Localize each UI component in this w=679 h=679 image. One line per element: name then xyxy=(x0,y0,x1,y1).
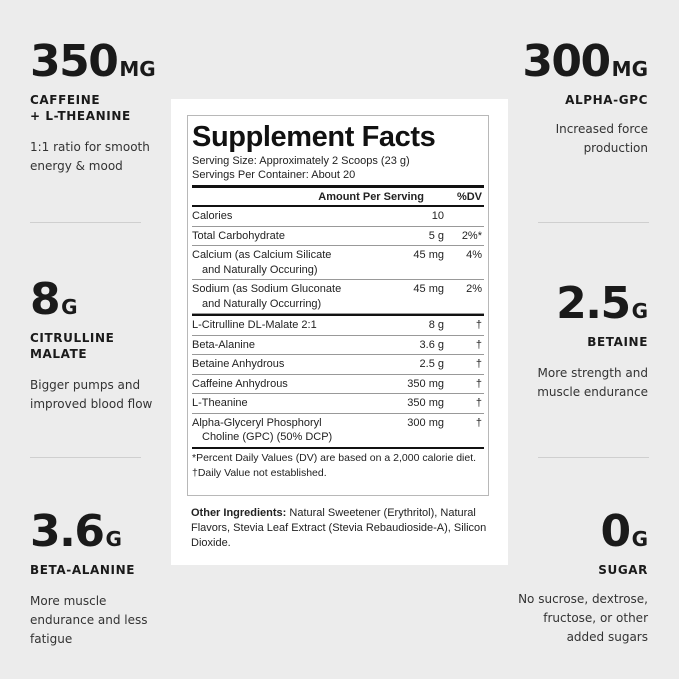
table-row xyxy=(192,207,484,227)
stat-value: 3.6 G xyxy=(30,506,122,557)
nutrient-amount: 45 mg xyxy=(413,249,444,261)
table-row xyxy=(192,246,484,280)
table-row xyxy=(192,227,484,247)
serving-size: Serving Size: Approximately 2 Scoops (23 g) xyxy=(192,155,410,167)
nutrient-amount: 45 mg xyxy=(413,283,444,295)
nutrient-name: Alpha-Glyceryl Phosphoryl Choline (GPC) (50% DCP) xyxy=(192,416,333,443)
nutrient-dv: 4% xyxy=(466,249,482,261)
nutrient-name: L-Theanine xyxy=(192,397,248,409)
nutrient-dv: † xyxy=(475,358,482,370)
nutrient-dv: † xyxy=(475,377,482,390)
divider xyxy=(30,222,141,223)
stat-label: CITRULLINE MALATE xyxy=(30,331,115,361)
stat-description: Increased force production xyxy=(555,122,648,155)
divider xyxy=(538,457,649,458)
stat-label: CAFFEINE + L-THEANINE xyxy=(30,93,131,123)
nutrient-amount: 300 mg xyxy=(407,416,444,429)
stat-description: More muscle endurance and less fatigue xyxy=(30,594,148,646)
stat-description: No sucrose, dextrose, fructose, or other added sugars xyxy=(518,592,648,644)
stat-value: 0 G xyxy=(600,506,648,557)
nutrient-amount: 350 mg xyxy=(407,397,444,409)
stat-label: BETAINE xyxy=(587,335,648,349)
nutrient-amount: 10 xyxy=(431,210,444,222)
table-row xyxy=(192,355,484,375)
stat-label: ALPHA-GPC xyxy=(565,93,648,107)
other-ingredients-label: Other Ingredients: xyxy=(191,507,287,519)
nutrient-dv: 2%* xyxy=(461,229,482,242)
footnote-dagger: †Daily Value not established. xyxy=(192,466,327,479)
nutrient-dv: † xyxy=(475,319,482,331)
stat-alpha-gpc xyxy=(508,36,648,158)
table-row xyxy=(192,280,484,314)
footnote-dv: *Percent Daily Values (DV) are based on a 2,000 calorie diet. xyxy=(192,451,477,464)
divider xyxy=(538,222,649,223)
stat-beta-alanine xyxy=(30,506,160,649)
nutrient-name: Calories xyxy=(192,210,233,222)
stat-citrulline xyxy=(30,274,160,414)
nutrient-dv: † xyxy=(475,416,482,429)
stat-label: SUGAR xyxy=(598,563,648,577)
table-row xyxy=(192,336,484,356)
nutrient-amount: 2.5 g xyxy=(419,358,444,370)
nutrient-dv xyxy=(444,209,484,224)
nutrient-name: Beta-Alanine xyxy=(192,338,255,351)
nutrient-name: Total Carbohydrate xyxy=(192,229,285,242)
stat-value: 300 MG xyxy=(522,36,648,87)
nutrient-dv: † xyxy=(475,397,482,409)
nutrient-dv: 2% xyxy=(466,283,482,295)
divider xyxy=(30,457,141,458)
stat-betaine xyxy=(508,278,648,402)
servings-per-container: Servings Per Container: About 20 xyxy=(192,169,356,181)
column-dv: %DV xyxy=(456,191,482,203)
nutrient-name: Calcium (as Calcium Silicate and Naturally Occuring) xyxy=(192,249,332,276)
table-row xyxy=(192,414,484,448)
table-row xyxy=(192,316,484,336)
nutrient-amount: 350 mg xyxy=(407,377,444,390)
stat-sugar xyxy=(508,506,648,647)
nutrient-name: Sodium (as Sodium Gluconate and Naturally Occurring) xyxy=(192,283,342,310)
supplement-facts-panel xyxy=(171,99,508,565)
other-ingredients-text: Natural Sweetener (Erythritol), Natural Flavors, Stevia Leaf Extract (Stevia Rebaudioside-A), Silicon Dioxide. xyxy=(191,507,487,549)
stat-description: 1:1 ratio for smooth energy & mood xyxy=(30,140,150,173)
table-row xyxy=(192,375,484,395)
stat-label: BETA-ALANINE xyxy=(30,563,136,577)
column-amount: Amount Per Serving xyxy=(318,191,424,203)
stat-caffeine xyxy=(30,36,160,176)
nutrient-amount: 3.6 g xyxy=(419,338,444,351)
table-row xyxy=(192,394,484,414)
nutrient-name: Betaine Anhydrous xyxy=(192,358,285,370)
other-ingredients xyxy=(191,506,491,551)
nutrient-amount: 8 g xyxy=(428,319,444,331)
nutrient-name: L-Citrulline DL-Malate 2:1 xyxy=(192,319,317,331)
supplement-facts-table xyxy=(187,115,489,496)
divider-medium xyxy=(192,447,484,449)
stat-description: More strength and muscle endurance xyxy=(537,366,648,399)
table-header xyxy=(192,188,484,205)
nutrient-dv: † xyxy=(475,338,482,351)
nutrient-name: Caffeine Anhydrous xyxy=(192,377,288,390)
stat-value: 350 MG xyxy=(30,36,156,87)
stat-description: Bigger pumps and improved blood flow xyxy=(30,378,153,411)
stat-value: 8 G xyxy=(30,274,78,325)
stat-value: 2.5 G xyxy=(556,278,648,329)
facts-title: Supplement Facts xyxy=(192,121,436,153)
nutrient-amount: 5 g xyxy=(428,229,444,242)
